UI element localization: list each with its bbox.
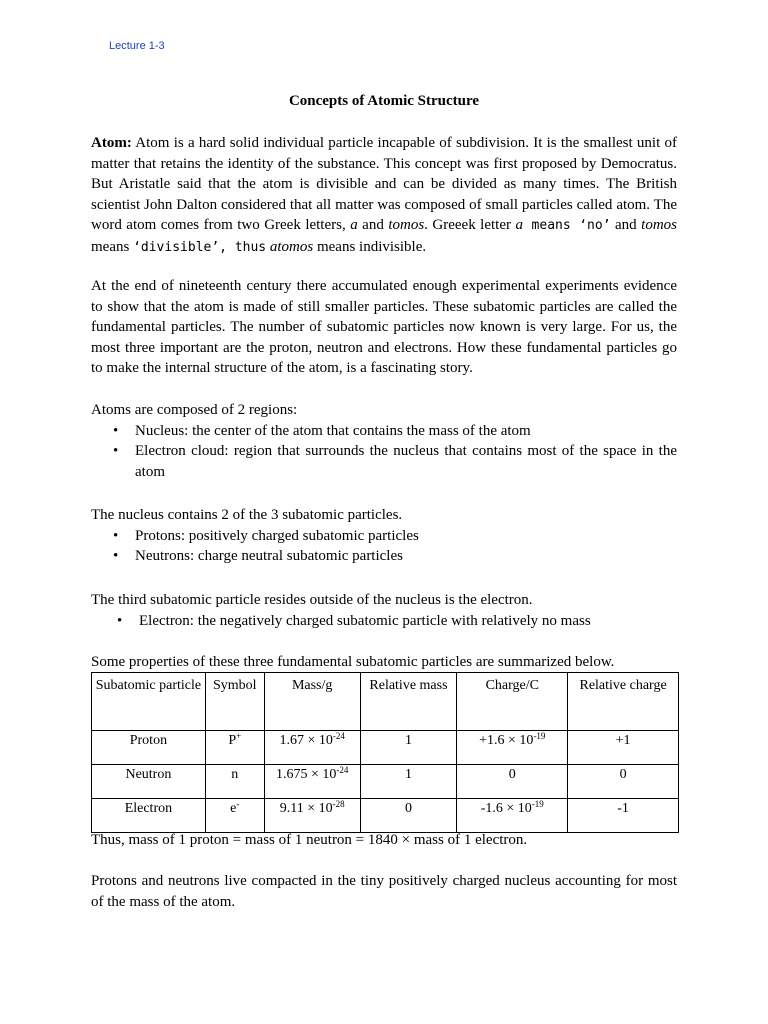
mass-cell: $1.67 \times 10^{-24}$ [264,731,360,765]
particle-cell: Electron [92,799,206,833]
mass-cell: $1.675 \times 10^{-24}$ [264,765,360,799]
list-item: • Electron: the negatively charged subatomic particle with relatively no mass [91,611,677,632]
electron-list [91,611,677,632]
nucleus-list [91,526,677,567]
regions-list [91,421,677,483]
table-row [92,731,679,765]
particle-properties-table [91,672,679,833]
relative-charge-cell: +1 [568,731,679,765]
electron-intro: The third subatomic particle resides outside of the nucleus is the electron. [91,592,533,608]
list-item: • Protons: positively charged subatomic particles [91,526,677,547]
column-header: Relative charge [568,673,679,731]
column-header: Relative mass [360,673,457,731]
column-header: Subatomic particle [92,673,206,731]
column-header: Charge/C [457,673,568,731]
list-item: • Nucleus: the center of the atom that contains the mass of the atom [91,421,677,442]
final-paragraph: Protons and neutrons live compacted in the tiny positively charged nucleus accounting for most of the mass of the atom. [91,873,677,910]
nucleus-section [91,505,677,567]
lecture-label: Lecture 1-3 [109,40,165,52]
electron-section [91,590,677,631]
table-row [92,799,679,833]
symbol-cell: n [205,765,264,799]
charge-cell: $-1.6 \times 10^{-19}$ [457,799,568,833]
mass-cell: $9.11 \times 10^{-28}$ [264,799,360,833]
charge-cell: 0 [457,765,568,799]
atom-paragraph: Atom: Atom is a hard solid individual particle incapable of subdivision. It is the smallest unit of matter that retains the identity of the substance. This concept was first proposed by Democratus. But Aristatle said that the atom is divisible and can be divided as many times. The British scientist John Dalton considered that all matter was composed of small particles called atom. The word atom comes from two Greek letters, a and tomos. Greeek letter a means ‘no’ and tomos means ‘divisible’, thus atomos means indivisible. [91,135,678,255]
table-intro-block [91,652,677,673]
bullet-icon: • [113,443,119,459]
atom-paragraph-block [91,133,677,258]
symbol-cell: P+ [205,731,264,765]
bullet-icon: • [117,612,123,629]
final-paragraph-block [91,871,677,912]
page-title: Concepts of Atomic Structure [288,93,480,109]
bullet-icon: • [113,548,119,564]
relative-mass-cell: 0 [360,799,457,833]
symbol-cell: e- [205,799,264,833]
regions-intro: Atoms are composed of 2 regions: [91,402,298,418]
table-row [92,765,679,799]
relative-mass-cell: 1 [360,731,457,765]
mass-relation-text: Thus, mass of 1 proton = mass of 1 neutron = 1840 × mass of 1 electron. [91,832,528,848]
relative-charge-cell: 0 [568,765,679,799]
table-intro: Some properties of these three fundamental subatomic particles are summarized below. [91,654,615,670]
mass-relation-block [91,830,677,851]
particle-cell: Proton [92,731,206,765]
subatomic-paragraph: At the end of nineteenth century there accumulated enough experimental experiments evidence to show that the atom is made of still smaller particles. These subatomic particles are called the fundamental particles. The number of subatomic particles now known is very large. For us, the most three important are the proton, neutron and electrons. How these fundamental particles go to make the internal structure of the atom, is a fascinating story. [91,278,677,376]
list-item: • Neutrons: charge neutral subatomic particles [91,546,677,567]
relative-mass-cell: 1 [360,765,457,799]
relative-charge-cell: -1 [568,799,679,833]
column-header: Symbol [205,673,264,731]
nucleus-intro: The nucleus contains 2 of the 3 subatomic particles. [91,507,403,523]
subatomic-paragraph-block [91,276,677,379]
column-header: Mass/g [264,673,360,731]
charge-cell: $+1.6 \times 10^{-19}$ [457,731,568,765]
bullet-icon: • [113,422,119,439]
regions-section [91,400,677,482]
list-item: • Electron cloud: region that surrounds the nucleus that contains most of the space in the atom [113,443,677,480]
table-header-row [92,673,679,731]
atom-term: Atom: [91,135,132,151]
bullet-icon: • [113,527,119,544]
particle-cell: Neutron [92,765,206,799]
